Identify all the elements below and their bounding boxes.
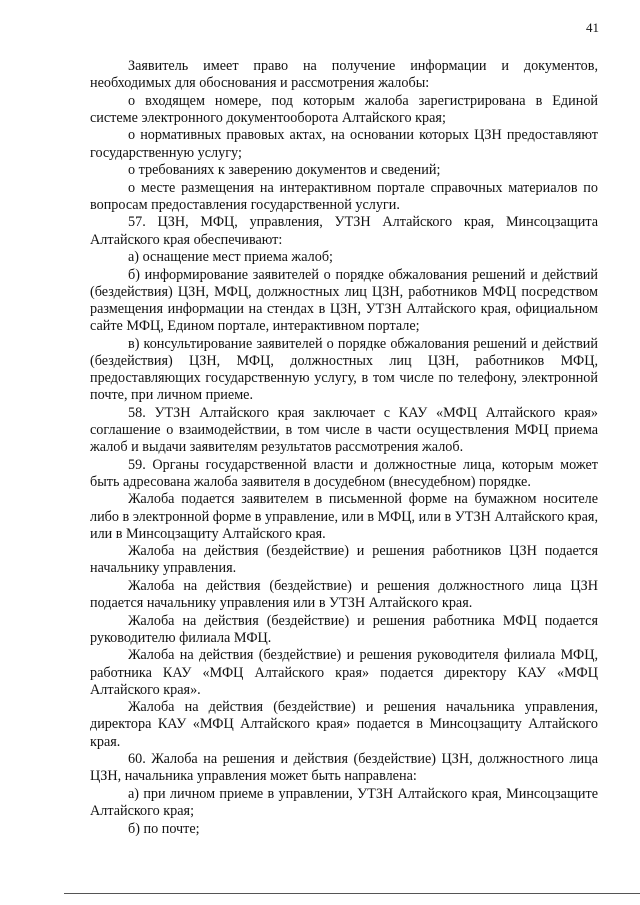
paragraph: Жалоба на действия (бездействие) и решения начальника управления, директора КАУ «МФЦ Алтайского края» подается в Минсоцзащиту Алтайского края. — [90, 699, 598, 750]
scan-edge-line — [64, 893, 640, 894]
paragraph: Заявитель имеет право на получение информации и документов, необходимых для обоснования и рассмотрения жалобы: — [90, 58, 598, 92]
paragraph: Жалоба на действия (бездействие) и решения должностного лица ЦЗН подается начальнику управления или в УТЗН Алтайского края. — [90, 577, 598, 612]
paragraph: о месте размещения на интерактивном портале справочных материалов по вопросам предоставления государственной услуги. — [90, 179, 598, 213]
paragraph: Жалоба на действия (бездействие) и решения руководителя филиала МФЦ, работника КАУ «МФЦ Алтайского края» подается директору КАУ «МФЦ Алтайского края». — [90, 647, 598, 698]
paragraph: 60. Жалоба на решения и действия (бездействие) ЦЗН, должностного лица ЦЗН, начальника управления может быть направлена: — [90, 751, 598, 785]
paragraph: о входящем номере, под которым жалоба зарегистрирована в Единой системе электронного документооборота Алтайского края; — [90, 92, 598, 126]
paragraph: б) информирование заявителей о порядке обжалования решений и действий (бездействия) ЦЗН, МФЦ, должностных лиц ЦЗН, работников МФЦ посредством размещения информации на стендах в ЦЗН, УТЗН Алтайского края, официальном сайте МФЦ, Едином портале, интерактивном портале; — [90, 266, 598, 335]
paragraph: в) консультирование заявителей о порядке обжалования решений и действий (бездействия) ЦЗН, МФЦ, должностных лиц ЦЗН, работников МФЦ, предоставляющих государственную услугу, в том числе по телефону, электронной почте, при личном приеме. — [90, 335, 598, 404]
document-body — [90, 58, 598, 838]
paragraph: 59. Органы государственной власти и должностные лица, которым может быть адресована жалоба заявителя в досудебном (внесудебном) порядке. — [90, 456, 598, 490]
paragraph: 58. УТЗН Алтайского края заключает с КАУ «МФЦ Алтайского края» соглашение о взаимодействии, в том числе в части осуществления МФЦ приема жалоб и выдачи заявителям результатов рассмотрения жалоб. — [90, 404, 598, 456]
paragraph: 57. ЦЗН, МФЦ, управления, УТЗН Алтайского края, Минсоцзащита Алтайского края обеспечивают: — [90, 214, 598, 248]
paragraph: а) при личном приеме в управлении, УТЗН Алтайского края, Минсоцзащите Алтайского края; — [90, 785, 598, 820]
paragraph: о нормативных правовых актах, на основании которых ЦЗН предоставляют государственную услугу; — [90, 127, 598, 161]
paragraph: Жалоба на действия (бездействие) и решения работника МФЦ подается руководителю филиала МФЦ. — [90, 612, 598, 646]
paragraph: а) оснащение мест приема жалоб; — [128, 249, 333, 266]
paragraph: Жалоба подается заявителем в письменной форме на бумажном носителе либо в электронной форме в управление, или в МФЦ, или в УТЗН Алтайского края, или в Минсоцзащиту Алтайского края. — [90, 491, 598, 542]
paragraph: Жалоба на действия (бездействие) и решения работников ЦЗН подается начальнику управления. — [90, 543, 598, 577]
paragraph: б) по почте; — [128, 820, 200, 837]
paragraph: о требованиях к заверению документов и сведений; — [128, 162, 441, 179]
page-number: 41 — [586, 20, 599, 35]
